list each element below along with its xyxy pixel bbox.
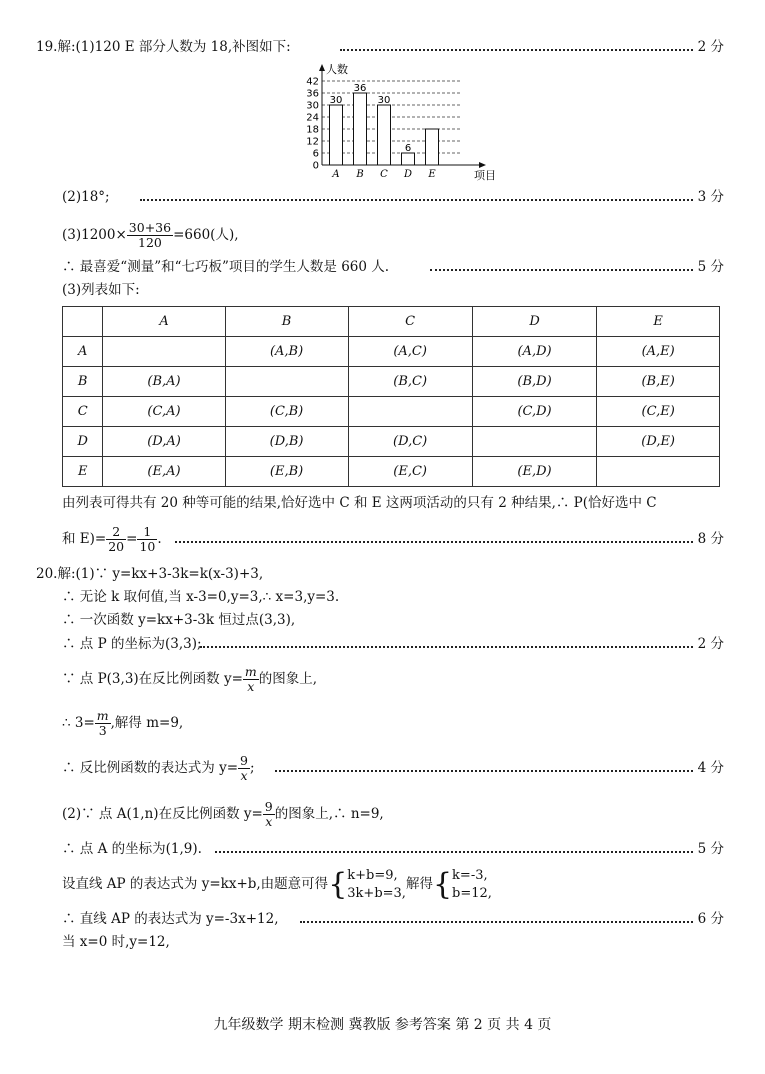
q20-step-text: ∴ 3= bbox=[62, 715, 95, 731]
table-cell: D bbox=[63, 427, 103, 457]
q20-line-4 bbox=[0, 633, 765, 655]
equation: k+b=9, bbox=[347, 867, 398, 883]
q20-line-1 bbox=[0, 563, 765, 585]
table-cell: (E,A) bbox=[103, 457, 225, 487]
table-cell bbox=[225, 367, 348, 397]
table-cell: (A,E) bbox=[597, 337, 720, 367]
table-cell: (B,C) bbox=[348, 367, 472, 397]
outcome-table bbox=[62, 306, 720, 487]
q20-step-text: ,解得 m=9, bbox=[110, 715, 184, 731]
prob-prefix: 和 E)= bbox=[62, 531, 107, 547]
y-tick-label: 6 bbox=[312, 148, 319, 160]
q20-step-text: ∵ 点 P(3,3)在反比例函数 y= bbox=[62, 671, 243, 687]
q20-line-5 bbox=[0, 662, 765, 696]
q19-part2-text: (2)18°; bbox=[62, 189, 110, 205]
q20-line-7 bbox=[0, 751, 765, 785]
score-label: 2 分 bbox=[697, 39, 724, 55]
q19-line-4 bbox=[0, 256, 765, 278]
x-tick-label: B bbox=[356, 169, 364, 180]
fraction-denominator: x bbox=[247, 679, 255, 694]
table-cell: (E,B) bbox=[225, 457, 348, 487]
equation: k=-3, bbox=[452, 867, 488, 883]
table-cell: C bbox=[348, 307, 472, 337]
table-cell: (C,B) bbox=[225, 397, 348, 427]
leader-dots bbox=[300, 921, 693, 923]
y-axis-arrow bbox=[319, 64, 325, 71]
q20-step-text: ∴ 反比例函数的表达式为 y= bbox=[62, 760, 239, 776]
leader-dots bbox=[430, 269, 693, 271]
table-cell: B bbox=[63, 367, 103, 397]
fraction-numerator: m bbox=[96, 708, 109, 723]
fraction-denominator: 120 bbox=[138, 235, 162, 250]
data-label: 6 bbox=[404, 143, 412, 154]
q20-step-text: 设直线 AP 的表达式为 y=kx+b,由题意可得 bbox=[62, 876, 329, 892]
table-cell: (C,E) bbox=[597, 397, 720, 427]
table-cell: E bbox=[63, 457, 103, 487]
q20-step-text: 的图象上,∴ n=9, bbox=[274, 806, 384, 822]
fraction-numerator: 9 bbox=[240, 753, 248, 768]
table-cell bbox=[103, 337, 225, 367]
table-row bbox=[63, 397, 720, 427]
page-footer: 九年级数学 期末检测 冀教版 参考答案 第 2 页 共 4 页 bbox=[213, 1017, 552, 1033]
table-cell: D bbox=[472, 307, 597, 337]
y-tick-label: 12 bbox=[306, 136, 319, 148]
table-cell: (E,C) bbox=[348, 457, 472, 487]
q20-line-9 bbox=[0, 838, 765, 860]
fraction-denominator: 20 bbox=[108, 539, 125, 554]
solution-system bbox=[452, 867, 492, 903]
q20-line-8 bbox=[0, 797, 765, 831]
data-label: 30 bbox=[377, 95, 391, 106]
q19-probability-text: 由列表可得共有 20 种等可能的结果,恰好选中 C 和 E 这两项活动的只有 2 种结果,∴ P(恰好选中 C bbox=[62, 495, 657, 511]
q20-line-10 bbox=[0, 864, 765, 904]
leader-dots bbox=[175, 541, 693, 543]
table-row bbox=[63, 427, 720, 457]
fraction-numerator: m bbox=[244, 664, 257, 679]
q19-part1-text: 19.解:(1)120 E 部分人数为 18,补图如下: bbox=[36, 39, 291, 55]
q20-step-text: ∴ 点 P 的坐标为(3,3); bbox=[62, 636, 202, 652]
brace-symbol: { bbox=[432, 866, 453, 902]
table-header-row bbox=[63, 307, 720, 337]
table-cell: B bbox=[225, 307, 348, 337]
fraction bbox=[137, 525, 157, 554]
fraction bbox=[127, 221, 173, 250]
q20-step-text: 的图象上, bbox=[258, 671, 318, 687]
q20-step-text: ; bbox=[249, 760, 255, 776]
x-tick-label: E bbox=[428, 169, 436, 180]
x-tick-label: A bbox=[332, 169, 340, 180]
table-cell: (B,E) bbox=[597, 367, 720, 397]
score-label: 8 分 bbox=[697, 531, 724, 547]
x-axis-title: 项目 bbox=[474, 169, 496, 182]
table-cell: C bbox=[63, 397, 103, 427]
y-tick-label: 42 bbox=[306, 76, 319, 88]
q19-table-intro: (3)列表如下: bbox=[62, 282, 140, 298]
table-cell: (C,A) bbox=[103, 397, 225, 427]
brace-symbol: { bbox=[328, 866, 348, 902]
score-label: 6 分 bbox=[697, 911, 724, 927]
leader-dots bbox=[275, 770, 693, 772]
score-label: 3 分 bbox=[697, 189, 724, 205]
table-cell: (A,C) bbox=[348, 337, 472, 367]
score-label: 4 分 bbox=[697, 760, 724, 776]
q20-line-2 bbox=[0, 586, 765, 608]
q20-step-text: 解得 bbox=[405, 876, 433, 892]
fraction-numerator: 9 bbox=[264, 799, 273, 814]
q20-line-11 bbox=[0, 908, 765, 930]
x-tick-label: D bbox=[403, 169, 413, 180]
leader-dots bbox=[215, 851, 693, 853]
y-tick-label: 24 bbox=[306, 112, 319, 124]
table-row bbox=[63, 367, 720, 397]
q20-step-text: ∴ 一次函数 y=kx+3-3k 恒过点(3,3), bbox=[62, 612, 296, 628]
y-axis-title: 人数 bbox=[326, 63, 348, 76]
y-tick-label: 36 bbox=[306, 88, 319, 100]
equation: 3k+b=3, bbox=[347, 885, 406, 901]
data-label: 36 bbox=[353, 83, 367, 94]
fraction-denominator: x bbox=[265, 814, 273, 829]
q20-step-text: ∴ 点 A 的坐标为(1,9). bbox=[62, 841, 202, 857]
q20-line-6 bbox=[0, 706, 765, 740]
bar-chart bbox=[290, 60, 496, 182]
bar bbox=[402, 153, 415, 165]
table-cell bbox=[472, 427, 597, 457]
y-tick-label: 30 bbox=[306, 100, 319, 112]
q19-line-2 bbox=[0, 186, 765, 208]
table-cell: A bbox=[63, 337, 103, 367]
table-cell: (D,C) bbox=[348, 427, 472, 457]
table-cell bbox=[348, 397, 472, 427]
fraction-numerator: 1 bbox=[137, 525, 157, 540]
table-cell bbox=[63, 307, 103, 337]
calc-suffix: =660(人), bbox=[173, 227, 239, 243]
leader-dots bbox=[340, 49, 693, 51]
bar bbox=[426, 129, 439, 165]
x-tick-label: C bbox=[380, 169, 388, 180]
y-tick-label: 0 bbox=[312, 160, 319, 172]
fraction-numerator: 2 bbox=[106, 525, 126, 540]
equation-system bbox=[347, 867, 406, 903]
bar bbox=[354, 93, 367, 165]
q20-step-text: ∴ 无论 k 取何值,当 x-3=0,y=3,∴ x=3,y=3. bbox=[62, 589, 340, 605]
fraction-denominator: 10 bbox=[139, 539, 156, 554]
table-cell: (E,D) bbox=[472, 457, 597, 487]
q20-step-text: 当 x=0 时,y=12, bbox=[62, 934, 170, 950]
q19-line-5 bbox=[0, 279, 765, 301]
bar bbox=[378, 105, 391, 165]
fraction bbox=[95, 709, 111, 738]
q20-step-text: (2)∵ 点 A(1,n)在反比例函数 y= bbox=[62, 806, 263, 822]
leader-dots bbox=[140, 199, 693, 201]
table-row bbox=[63, 457, 720, 487]
fraction bbox=[238, 754, 250, 783]
data-label: 30 bbox=[329, 95, 343, 106]
q20-line-12 bbox=[0, 931, 765, 953]
y-tick-label: 18 bbox=[306, 124, 319, 136]
score-label: 5 分 bbox=[697, 259, 724, 275]
fraction-denominator: x bbox=[240, 768, 248, 783]
table-cell bbox=[597, 457, 720, 487]
score-label: 5 分 bbox=[697, 841, 724, 857]
fraction-denominator: 3 bbox=[98, 723, 107, 738]
fraction bbox=[243, 665, 259, 694]
table-cell: E bbox=[597, 307, 720, 337]
q20-line-3 bbox=[0, 609, 765, 631]
x-axis-arrow bbox=[479, 162, 486, 168]
table-row bbox=[63, 337, 720, 367]
q19-line-6 bbox=[0, 492, 765, 514]
equation: b=12, bbox=[452, 885, 492, 901]
score-label: 2 分 bbox=[697, 636, 724, 652]
calc-prefix: (3)1200× bbox=[62, 227, 127, 243]
fraction-numerator: 30+36 bbox=[128, 220, 172, 235]
leader-dots bbox=[200, 646, 693, 648]
bar bbox=[330, 105, 343, 165]
q20-step-text: ∴ 直线 AP 的表达式为 y=-3x+12, bbox=[62, 911, 279, 927]
table-cell: (B,D) bbox=[472, 367, 597, 397]
q19-conclusion: ∴ 最喜爱“测量”和“七巧板”项目的学生人数是 660 人. bbox=[62, 259, 390, 275]
period: . bbox=[157, 531, 162, 547]
table-cell: (B,A) bbox=[103, 367, 225, 397]
q20-part1-text: 20.解:(1)∵ y=kx+3-3k=k(x-3)+3, bbox=[36, 566, 264, 582]
table-cell: (D,A) bbox=[103, 427, 225, 457]
table-cell: (D,B) bbox=[225, 427, 348, 457]
equals-sign: = bbox=[126, 531, 138, 547]
table-cell: (C,D) bbox=[472, 397, 597, 427]
q19-line-1 bbox=[0, 36, 765, 58]
fraction bbox=[263, 800, 275, 829]
table-cell: (A,B) bbox=[225, 337, 348, 367]
fraction bbox=[106, 525, 126, 554]
table-cell: A bbox=[103, 307, 225, 337]
table-cell: (A,D) bbox=[472, 337, 597, 367]
q19-line-3 bbox=[0, 218, 765, 252]
q19-line-7 bbox=[0, 522, 765, 556]
table-cell: (D,E) bbox=[597, 427, 720, 457]
